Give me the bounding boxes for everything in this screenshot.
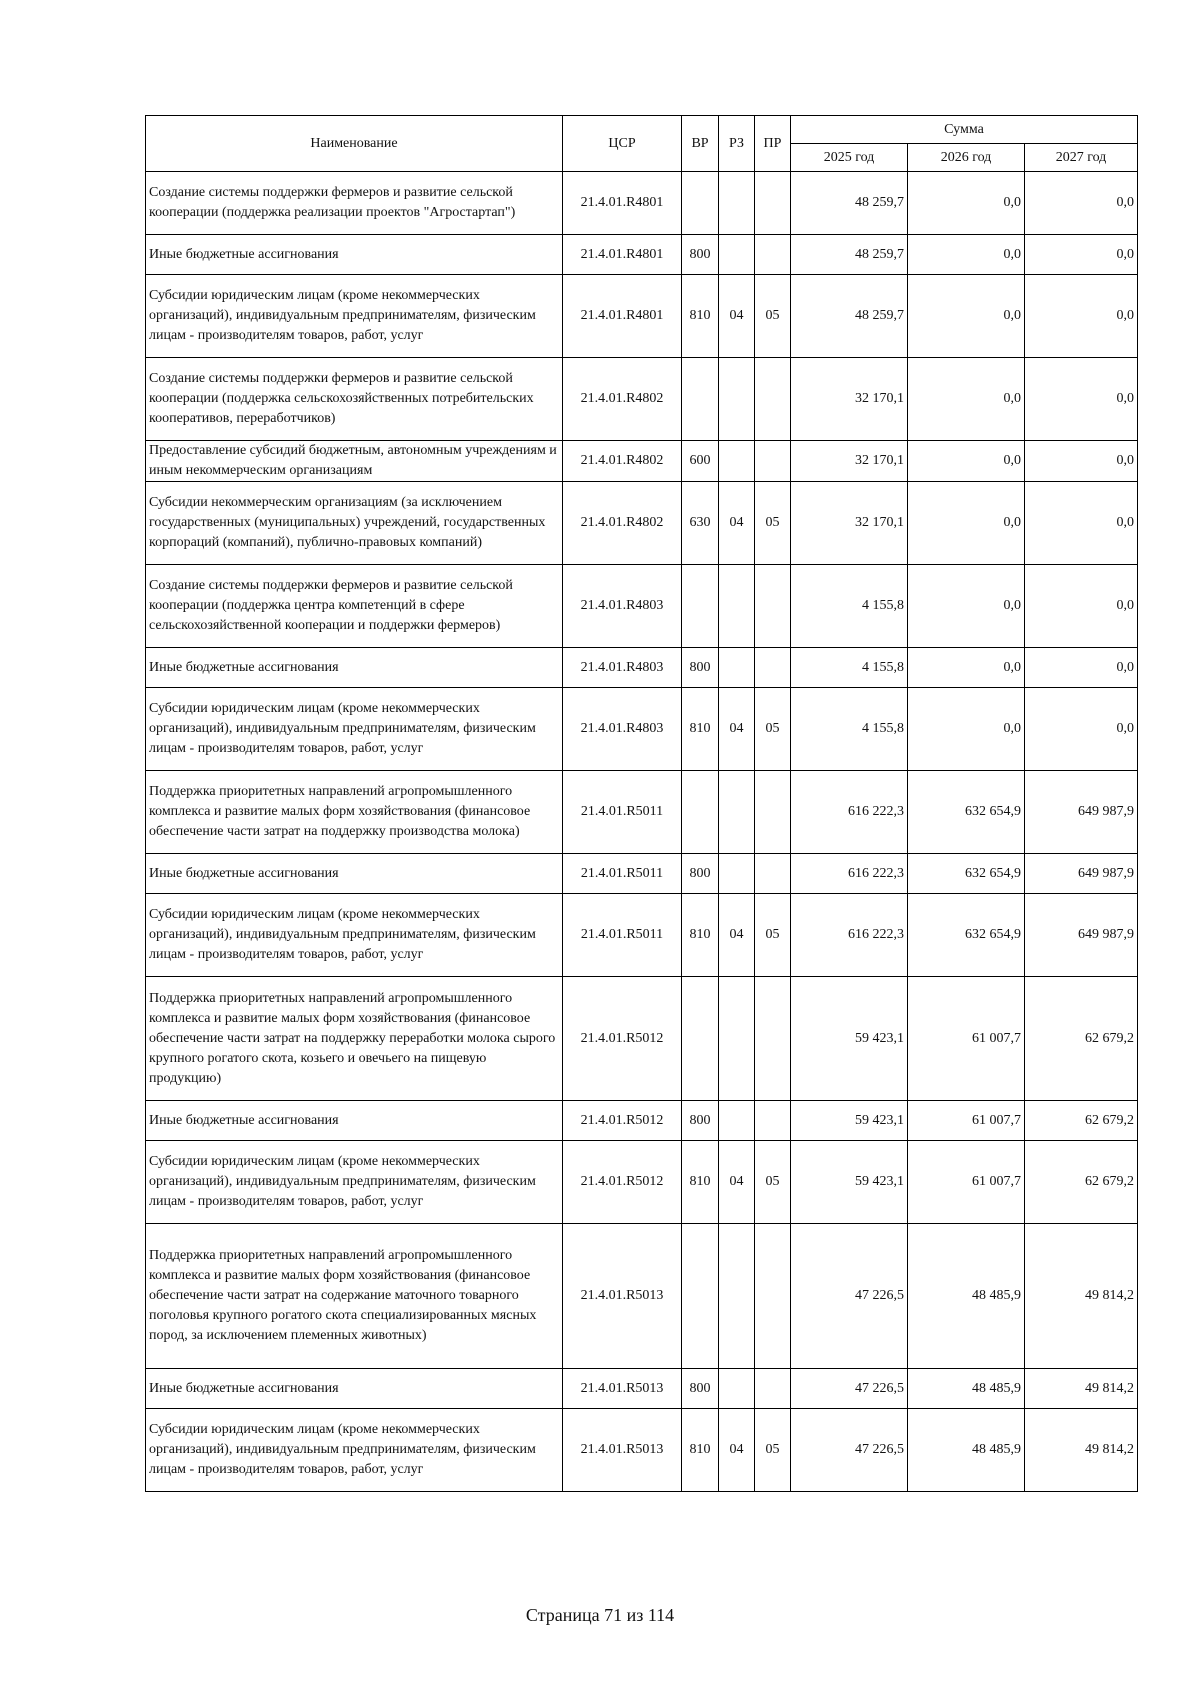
cell-2025: 616 222,3 — [791, 771, 908, 854]
cell-name: Субсидии юридическим лицам (кроме некоммерческих организаций), индивидуальным предпринимателям, физическим лицам - производителям товаров, работ, услуг — [146, 1409, 563, 1492]
cell-csr: 21.4.01.R4803 — [563, 565, 682, 648]
cell-2025: 59 423,1 — [791, 1141, 908, 1224]
cell-csr: 21.4.01.R5011 — [563, 894, 682, 977]
cell-2025: 4 155,8 — [791, 688, 908, 771]
header-2026: 2026 год — [908, 144, 1025, 172]
table-body — [146, 172, 1138, 1492]
cell-name: Предоставление субсидий бюджетным, автономным учреждениям и иным некоммерческим организациям — [146, 441, 563, 482]
cell-csr: 21.4.01.R5011 — [563, 771, 682, 854]
cell-name: Иные бюджетные ассигнования — [146, 1101, 563, 1141]
cell-2025: 47 226,5 — [791, 1369, 908, 1409]
table-row — [146, 172, 1138, 235]
table-row — [146, 358, 1138, 441]
cell-2025: 48 259,7 — [791, 172, 908, 235]
table-row — [146, 1101, 1138, 1141]
cell-2026: 48 485,9 — [908, 1224, 1025, 1369]
cell-2027: 62 679,2 — [1025, 1141, 1138, 1224]
cell-rz: 04 — [719, 894, 755, 977]
table-row — [146, 688, 1138, 771]
header-vr: ВР — [682, 116, 719, 172]
cell-2027: 62 679,2 — [1025, 1101, 1138, 1141]
cell-vr: 810 — [682, 275, 719, 358]
cell-2027: 0,0 — [1025, 441, 1138, 482]
cell-2026: 0,0 — [908, 441, 1025, 482]
cell-2026: 0,0 — [908, 275, 1025, 358]
cell-vr — [682, 172, 719, 235]
table-row — [146, 275, 1138, 358]
cell-vr — [682, 771, 719, 854]
cell-pr — [755, 648, 791, 688]
cell-2027: 649 987,9 — [1025, 771, 1138, 854]
cell-name: Поддержка приоритетных направлений агропромышленного комплекса и развитие малых форм хозяйствования (финансовое обеспечение части затрат на содержание маточного товарного поголовья крупного рогатого скота специализированных мясных пород, за исключением племенных животных) — [146, 1224, 563, 1369]
cell-vr: 810 — [682, 688, 719, 771]
header-csr: ЦСР — [563, 116, 682, 172]
cell-2027: 0,0 — [1025, 648, 1138, 688]
cell-pr — [755, 235, 791, 275]
cell-pr: 05 — [755, 1409, 791, 1492]
cell-pr: 05 — [755, 275, 791, 358]
cell-vr: 810 — [682, 1409, 719, 1492]
cell-pr — [755, 358, 791, 441]
cell-rz: 04 — [719, 688, 755, 771]
table-row — [146, 894, 1138, 977]
cell-2025: 59 423,1 — [791, 977, 908, 1101]
cell-rz — [719, 1369, 755, 1409]
cell-2026: 0,0 — [908, 688, 1025, 771]
cell-vr — [682, 565, 719, 648]
cell-vr: 800 — [682, 1101, 719, 1141]
cell-name: Субсидии юридическим лицам (кроме некоммерческих организаций), индивидуальным предпринимателям, физическим лицам - производителям товаров, работ, услуг — [146, 894, 563, 977]
table-row — [146, 648, 1138, 688]
cell-csr: 21.4.01.R5013 — [563, 1409, 682, 1492]
cell-2025: 48 259,7 — [791, 235, 908, 275]
cell-csr: 21.4.01.R4801 — [563, 172, 682, 235]
cell-rz: 04 — [719, 275, 755, 358]
budget-table — [145, 115, 1138, 1492]
cell-2026: 632 654,9 — [908, 894, 1025, 977]
cell-name: Создание системы поддержки фермеров и развитие сельской кооперации (поддержка центра компетенций в сфере сельскохозяйственной кооперации и поддержки фермеров) — [146, 565, 563, 648]
table-row — [146, 1224, 1138, 1369]
cell-2027: 0,0 — [1025, 235, 1138, 275]
cell-rz — [719, 565, 755, 648]
cell-name: Поддержка приоритетных направлений агропромышленного комплекса и развитие малых форм хозяйствования (финансовое обеспечение части затрат на поддержку производства молока) — [146, 771, 563, 854]
cell-csr: 21.4.01.R4802 — [563, 482, 682, 565]
cell-csr: 21.4.01.R5011 — [563, 854, 682, 894]
cell-2026: 632 654,9 — [908, 771, 1025, 854]
cell-rz — [719, 172, 755, 235]
cell-2027: 0,0 — [1025, 482, 1138, 565]
cell-2027: 0,0 — [1025, 172, 1138, 235]
cell-pr: 05 — [755, 688, 791, 771]
cell-csr: 21.4.01.R4801 — [563, 275, 682, 358]
cell-vr: 800 — [682, 1369, 719, 1409]
cell-2025: 616 222,3 — [791, 894, 908, 977]
cell-name: Иные бюджетные ассигнования — [146, 235, 563, 275]
header-2027: 2027 год — [1025, 144, 1138, 172]
cell-rz — [719, 441, 755, 482]
table-row — [146, 441, 1138, 482]
cell-pr — [755, 1101, 791, 1141]
cell-2025: 32 170,1 — [791, 482, 908, 565]
cell-2025: 47 226,5 — [791, 1409, 908, 1492]
cell-pr — [755, 565, 791, 648]
cell-pr — [755, 172, 791, 235]
cell-name: Создание системы поддержки фермеров и развитие сельской кооперации (поддержка реализации проектов "Агростартап") — [146, 172, 563, 235]
cell-name: Иные бюджетные ассигнования — [146, 854, 563, 894]
table-row — [146, 1369, 1138, 1409]
header-pr: ПР — [755, 116, 791, 172]
cell-pr — [755, 1224, 791, 1369]
cell-rz — [719, 977, 755, 1101]
cell-csr: 21.4.01.R5013 — [563, 1224, 682, 1369]
cell-2025: 47 226,5 — [791, 1224, 908, 1369]
cell-rz: 04 — [719, 1141, 755, 1224]
cell-csr: 21.4.01.R5012 — [563, 1101, 682, 1141]
cell-2027: 49 814,2 — [1025, 1224, 1138, 1369]
header-name: Наименование — [146, 116, 563, 172]
cell-2025: 32 170,1 — [791, 358, 908, 441]
cell-rz — [719, 358, 755, 441]
cell-2025: 616 222,3 — [791, 854, 908, 894]
cell-vr: 800 — [682, 854, 719, 894]
cell-2027: 0,0 — [1025, 565, 1138, 648]
cell-vr: 800 — [682, 648, 719, 688]
cell-2025: 32 170,1 — [791, 441, 908, 482]
cell-2025: 4 155,8 — [791, 648, 908, 688]
cell-pr: 05 — [755, 1141, 791, 1224]
header-sum: Сумма — [791, 116, 1138, 144]
cell-2025: 59 423,1 — [791, 1101, 908, 1141]
cell-vr — [682, 977, 719, 1101]
cell-2026: 48 485,9 — [908, 1409, 1025, 1492]
cell-2026: 61 007,7 — [908, 1141, 1025, 1224]
cell-pr — [755, 771, 791, 854]
page-number: Страница 71 из 114 — [525, 1605, 675, 1625]
cell-pr: 05 — [755, 482, 791, 565]
cell-csr: 21.4.01.R4803 — [563, 688, 682, 771]
cell-csr: 21.4.01.R5012 — [563, 1141, 682, 1224]
table-row — [146, 565, 1138, 648]
cell-rz — [719, 648, 755, 688]
cell-vr — [682, 358, 719, 441]
cell-vr: 630 — [682, 482, 719, 565]
cell-2026: 0,0 — [908, 648, 1025, 688]
cell-rz — [719, 1224, 755, 1369]
cell-pr — [755, 1369, 791, 1409]
header-2025: 2025 год — [791, 144, 908, 172]
cell-name: Поддержка приоритетных направлений агропромышленного комплекса и развитие малых форм хозяйствования (финансовое обеспечение части затрат на поддержку переработки молока сырого крупного рогатого скота, козьего и овечьего на пищевую продукцию) — [146, 977, 563, 1101]
cell-2027: 0,0 — [1025, 358, 1138, 441]
cell-csr: 21.4.01.R4802 — [563, 441, 682, 482]
cell-rz — [719, 854, 755, 894]
cell-2027: 49 814,2 — [1025, 1369, 1138, 1409]
cell-name: Субсидии некоммерческим организациям (за исключением государственных (муниципальных) учреждений, государственных корпораций (компаний), публично-правовых компаний) — [146, 482, 563, 565]
cell-pr — [755, 977, 791, 1101]
cell-2026: 632 654,9 — [908, 854, 1025, 894]
cell-rz — [719, 771, 755, 854]
cell-2027: 0,0 — [1025, 688, 1138, 771]
cell-pr: 05 — [755, 894, 791, 977]
cell-2027: 62 679,2 — [1025, 977, 1138, 1101]
cell-vr: 800 — [682, 235, 719, 275]
cell-vr: 600 — [682, 441, 719, 482]
table-row — [146, 1141, 1138, 1224]
cell-2026: 0,0 — [908, 565, 1025, 648]
table-row — [146, 1409, 1138, 1492]
cell-2026: 48 485,9 — [908, 1369, 1025, 1409]
cell-csr: 21.4.01.R4801 — [563, 235, 682, 275]
cell-csr: 21.4.01.R5012 — [563, 977, 682, 1101]
cell-2026: 0,0 — [908, 235, 1025, 275]
table-row — [146, 771, 1138, 854]
cell-name: Субсидии юридическим лицам (кроме некоммерческих организаций), индивидуальным предпринимателям, физическим лицам - производителям товаров, работ, услуг — [146, 1141, 563, 1224]
cell-vr — [682, 1224, 719, 1369]
cell-pr — [755, 854, 791, 894]
cell-name: Иные бюджетные ассигнования — [146, 1369, 563, 1409]
cell-pr — [755, 441, 791, 482]
cell-csr: 21.4.01.R4802 — [563, 358, 682, 441]
table-row — [146, 235, 1138, 275]
cell-2027: 49 814,2 — [1025, 1409, 1138, 1492]
cell-name: Субсидии юридическим лицам (кроме некоммерческих организаций), индивидуальным предпринимателям, физическим лицам - производителям товаров, работ, услуг — [146, 275, 563, 358]
cell-2027: 0,0 — [1025, 275, 1138, 358]
cell-csr: 21.4.01.R5013 — [563, 1369, 682, 1409]
cell-2026: 0,0 — [908, 482, 1025, 565]
cell-vr: 810 — [682, 894, 719, 977]
cell-2026: 61 007,7 — [908, 977, 1025, 1101]
cell-rz: 04 — [719, 1409, 755, 1492]
cell-2027: 649 987,9 — [1025, 894, 1138, 977]
header-rz: РЗ — [719, 116, 755, 172]
cell-2025: 4 155,8 — [791, 565, 908, 648]
cell-2025: 48 259,7 — [791, 275, 908, 358]
cell-name: Субсидии юридическим лицам (кроме некоммерческих организаций), индивидуальным предпринимателям, физическим лицам - производителям товаров, работ, услуг — [146, 688, 563, 771]
cell-2026: 0,0 — [908, 358, 1025, 441]
cell-2026: 0,0 — [908, 172, 1025, 235]
cell-rz — [719, 1101, 755, 1141]
cell-csr: 21.4.01.R4803 — [563, 648, 682, 688]
table-row — [146, 977, 1138, 1101]
cell-2027: 649 987,9 — [1025, 854, 1138, 894]
cell-rz — [719, 235, 755, 275]
table-row — [146, 854, 1138, 894]
cell-vr: 810 — [682, 1141, 719, 1224]
cell-2026: 61 007,7 — [908, 1101, 1025, 1141]
cell-name: Создание системы поддержки фермеров и развитие сельской кооперации (поддержка сельскохозяйственных потребительских кооперативов, переработчиков) — [146, 358, 563, 441]
cell-rz: 04 — [719, 482, 755, 565]
table-row — [146, 482, 1138, 565]
cell-name: Иные бюджетные ассигнования — [146, 648, 563, 688]
